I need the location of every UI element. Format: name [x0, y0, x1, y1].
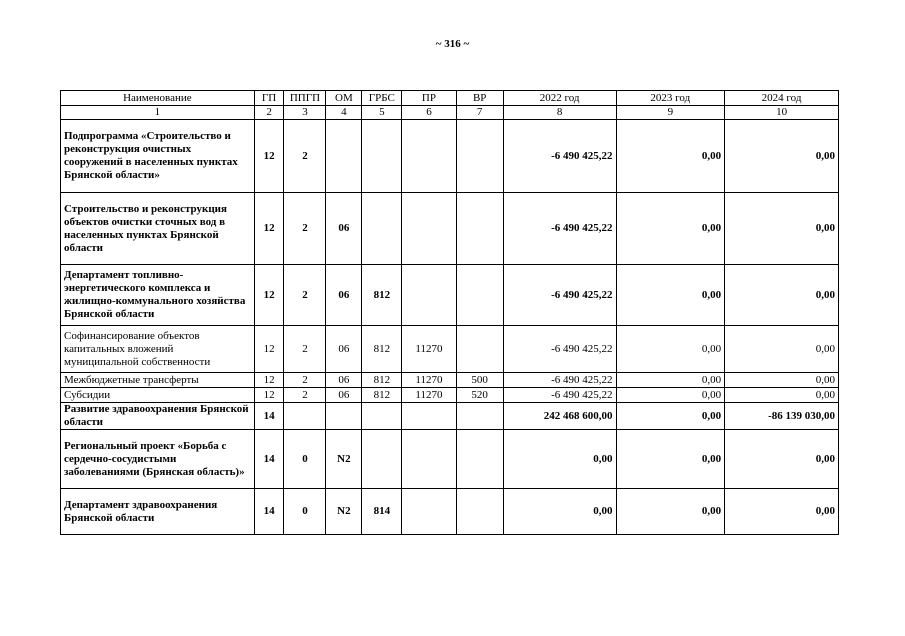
table-row-vr	[456, 193, 503, 265]
table-row-ppgp: 2	[284, 373, 326, 388]
table-row-y2024: 0,00	[725, 489, 839, 535]
column-number-row	[61, 106, 839, 120]
table-row-grbs: 812	[362, 265, 402, 326]
table-row-ppgp: 2	[284, 265, 326, 326]
table-row-y2022: -6 490 425,22	[503, 373, 616, 388]
table-row-pr: 11270	[402, 388, 456, 403]
table-row-name: Строительство и реконструкция объектов очистки сточных вод в населенных пунктах Брянской области	[61, 193, 255, 265]
table-row-gp: 12	[254, 120, 284, 193]
table-row	[61, 193, 839, 265]
column-number-row-name: 1	[61, 106, 255, 120]
table-row-om: 06	[326, 193, 362, 265]
table-row-name: Развитие здравоохранения Брянской области	[61, 403, 255, 430]
table-row-y2022: 0,00	[503, 430, 616, 489]
table-row-gp: 12	[254, 193, 284, 265]
table-row-y2023: 0,00	[616, 373, 725, 388]
table-row-grbs	[362, 193, 402, 265]
table-row-grbs: 812	[362, 388, 402, 403]
header-row	[61, 91, 839, 106]
table-row-y2024: 0,00	[725, 265, 839, 326]
table-row-om	[326, 120, 362, 193]
table-row-ppgp: 0	[284, 430, 326, 489]
table-row-y2024: 0,00	[725, 193, 839, 265]
header-row-name: Наименование	[61, 91, 255, 106]
table-row	[61, 265, 839, 326]
table-row-grbs	[362, 430, 402, 489]
table-row-pr	[402, 489, 456, 535]
table-row-ppgp: 2	[284, 388, 326, 403]
table-row-name: Департамент здравоохранения Брянской области	[61, 489, 255, 535]
table-row	[61, 373, 839, 388]
table-row-om: 06	[326, 265, 362, 326]
table-row-y2024: 0,00	[725, 120, 839, 193]
page-number: ~ 316 ~	[435, 38, 470, 50]
column-number-row-y2023: 9	[616, 106, 725, 120]
table-row-y2024: 0,00	[725, 430, 839, 489]
table-row-om: 06	[326, 373, 362, 388]
table-row-y2022: -6 490 425,22	[503, 326, 616, 373]
table-row	[61, 489, 839, 535]
table-row-y2023: 0,00	[616, 430, 725, 489]
table-row-ppgp: 2	[284, 193, 326, 265]
header-row-y2023: 2023 год	[616, 91, 725, 106]
table-row-y2024: 0,00	[725, 326, 839, 373]
table-row-gp: 12	[254, 388, 284, 403]
table-row-gp: 12	[254, 326, 284, 373]
header-row-vr: ВР	[456, 91, 503, 106]
table-row-name: Софинансирование объектов капитальных вложений муниципальной собственности	[61, 326, 255, 373]
table-row-name: Департамент топливно-энергетического комплекса и жилищно-коммунального хозяйства Брянской области	[61, 265, 255, 326]
table-row-y2023: 0,00	[616, 403, 725, 430]
table-row-vr	[456, 403, 503, 430]
table-row-name: Субсидии	[61, 388, 255, 403]
table-row-name: Региональный проект «Борьба с сердечно-сосудистыми заболеваниями (Брянская область)»	[61, 430, 255, 489]
table-row-grbs	[362, 120, 402, 193]
table-row	[61, 388, 839, 403]
header-row-pr: ПР	[402, 91, 456, 106]
table-row-vr	[456, 265, 503, 326]
table-row-y2024: 0,00	[725, 388, 839, 403]
table-row-om: 06	[326, 326, 362, 373]
table-row-vr	[456, 489, 503, 535]
column-number-row-y2024: 10	[725, 106, 839, 120]
header-row-ppgp: ППГП	[284, 91, 326, 106]
table-row-ppgp: 2	[284, 120, 326, 193]
table-row-vr: 500	[456, 373, 503, 388]
table-row-y2023: 0,00	[616, 388, 725, 403]
table-row-grbs	[362, 403, 402, 430]
table-row-gp: 14	[254, 430, 284, 489]
table-row-pr: 11270	[402, 326, 456, 373]
table-row-pr	[402, 265, 456, 326]
table-row-y2022: -6 490 425,22	[503, 388, 616, 403]
table-row-grbs: 812	[362, 373, 402, 388]
table-row	[61, 403, 839, 430]
column-number-row-vr: 7	[456, 106, 503, 120]
header-row-y2024: 2024 год	[725, 91, 839, 106]
table-row-y2023: 0,00	[616, 193, 725, 265]
table-row-y2022: -6 490 425,22	[503, 120, 616, 193]
table-row-om: N2	[326, 430, 362, 489]
table-row-y2023: 0,00	[616, 120, 725, 193]
table-row-name: Межбюджетные трансферты	[61, 373, 255, 388]
table-row-y2023: 0,00	[616, 489, 725, 535]
table-row-pr	[402, 193, 456, 265]
table-row-ppgp	[284, 403, 326, 430]
table-row	[61, 326, 839, 373]
header-row-gp: ГП	[254, 91, 284, 106]
table-row-grbs: 812	[362, 326, 402, 373]
header-row-grbs: ГРБС	[362, 91, 402, 106]
column-number-row-grbs: 5	[362, 106, 402, 120]
table-row-gp: 12	[254, 265, 284, 326]
table-row-y2024: 0,00	[725, 373, 839, 388]
table-row-y2023: 0,00	[616, 265, 725, 326]
table-row-gp: 14	[254, 403, 284, 430]
table-row-ppgp: 2	[284, 326, 326, 373]
table-row-y2022: 242 468 600,00	[503, 403, 616, 430]
table-row-y2022: -6 490 425,22	[503, 265, 616, 326]
table-row-pr	[402, 430, 456, 489]
table-row-gp: 14	[254, 489, 284, 535]
table-row	[61, 430, 839, 489]
table-row-y2023: 0,00	[616, 326, 725, 373]
table-row-pr: 11270	[402, 373, 456, 388]
table-row-vr	[456, 430, 503, 489]
table-row-om	[326, 403, 362, 430]
table-row-pr	[402, 120, 456, 193]
column-number-row-ppgp: 3	[284, 106, 326, 120]
table-row-grbs: 814	[362, 489, 402, 535]
column-number-row-pr: 6	[402, 106, 456, 120]
table-row-vr: 520	[456, 388, 503, 403]
table-row-name: Подпрограмма «Строительство и реконструкция очистных сооружений в населенных пунктах Брянской области»	[61, 120, 255, 193]
table-row-y2024: -86 139 030,00	[725, 403, 839, 430]
table-row-vr	[456, 326, 503, 373]
table-row-om: 06	[326, 388, 362, 403]
column-number-row-y2022: 8	[503, 106, 616, 120]
table-row-gp: 12	[254, 373, 284, 388]
table-row-y2022: 0,00	[503, 489, 616, 535]
table-row-y2022: -6 490 425,22	[503, 193, 616, 265]
header-row-y2022: 2022 год	[503, 91, 616, 106]
table-row	[61, 120, 839, 193]
header-row-om: ОМ	[326, 91, 362, 106]
column-number-row-om: 4	[326, 106, 362, 120]
column-number-row-gp: 2	[254, 106, 284, 120]
table-row-ppgp: 0	[284, 489, 326, 535]
table-row-om: N2	[326, 489, 362, 535]
table-row-vr	[456, 120, 503, 193]
budget-table	[60, 90, 839, 535]
table-row-pr	[402, 403, 456, 430]
